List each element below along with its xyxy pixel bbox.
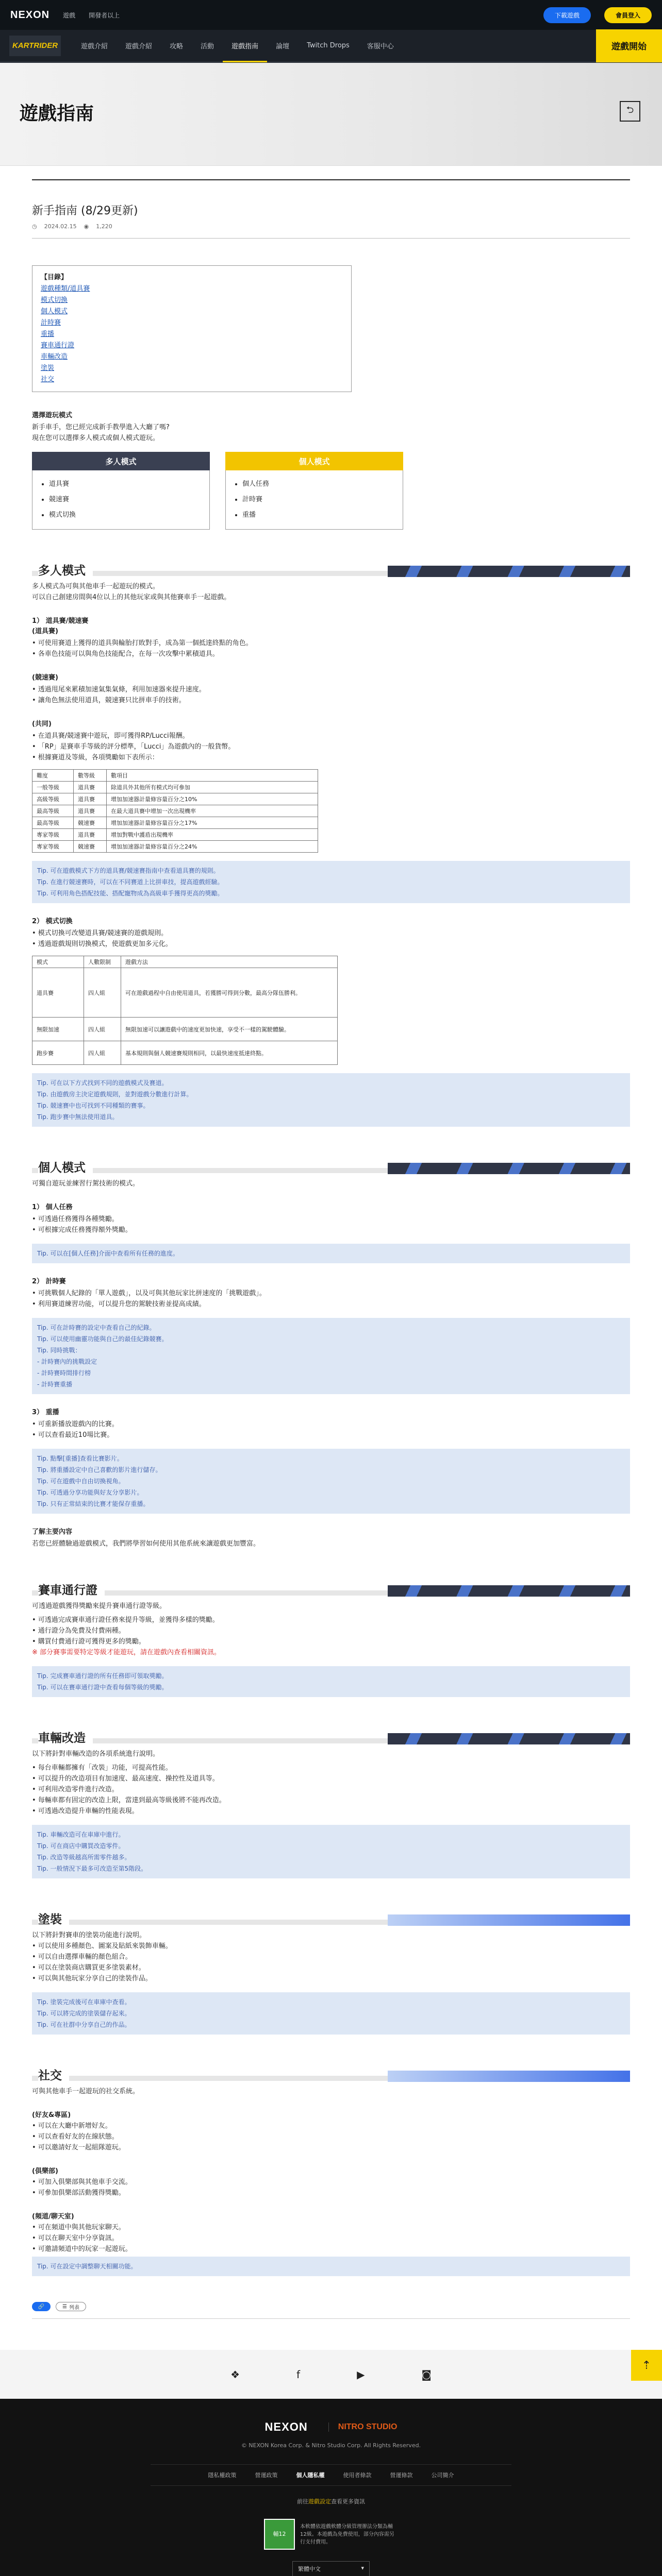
- language-select[interactable]: [292, 2561, 370, 2576]
- paragraph: 以下將針對車輛改造的各項系統進行說明。: [32, 1750, 160, 1758]
- paragraph: 可以自己創建房間與4位以上的其他玩家或與其他賽車手一起遊戲。: [32, 594, 231, 601]
- tip-line: - 計時賽內的挑戰設定: [37, 1358, 97, 1365]
- paragraph: 可與其他車手一起遊玩的社交系統。: [32, 2088, 140, 2095]
- discord-icon[interactable]: ◙: [421, 2368, 432, 2381]
- tip-line: Tip. 可在遊戲模式下方的道具賽/競速賽指南中查看道具賽的規則。: [37, 867, 220, 874]
- table-cell: 除道具外其他所有模式均可參加: [107, 782, 318, 793]
- subheading: (好友&專區): [32, 2111, 71, 2119]
- notice-link[interactable]: 遊戲設定: [308, 2498, 331, 2505]
- tip-line: Tip. 可在設定中調整聊天相關功能。: [37, 2263, 137, 2270]
- article: [0, 179, 662, 2319]
- table-cell: 基本規則與個人競速賽規則相同，以最快速度抵達終點。: [121, 1041, 338, 1065]
- paragraph: • 可透過改造提升車輛的性能表現。: [32, 1807, 139, 1815]
- subheading: (競速賽): [32, 674, 58, 682]
- mode-intro-title: 選擇遊玩模式: [32, 412, 73, 419]
- table-header: 模式: [32, 956, 84, 968]
- reward-table: [32, 769, 318, 853]
- clock-icon: ◷: [32, 223, 37, 230]
- footer-nexon-logo[interactable]: NEXON: [264, 2420, 308, 2433]
- nav-item-intro2[interactable]: 遊戲介紹: [125, 43, 153, 50]
- paragraph: • 可以在大廳中新增好友。: [32, 2122, 112, 2130]
- table-cell: 四人組: [84, 1018, 121, 1041]
- cafe-icon[interactable]: ❖: [230, 2368, 240, 2381]
- tip-box: [32, 1318, 630, 1394]
- tip-line: Tip. 一般情況下最多可改造至第5階段。: [37, 1865, 147, 1872]
- list-item: • 個人任務: [242, 477, 391, 492]
- paragraph: • 「RP」是賽車手等級的評分標準，「Lucci」為遊戲內的一般貨幣。: [32, 743, 235, 751]
- top-bar: [0, 0, 662, 30]
- paragraph: • 可加入俱樂部與其他車手交流。: [32, 2178, 132, 2186]
- table-cell: 在最大道具賽中增加一次出現機率: [107, 805, 318, 817]
- tip-box: [32, 1244, 630, 1263]
- table-row: [32, 841, 318, 853]
- list-item: • 重播: [242, 507, 391, 523]
- subheading: 2） 計時賽: [32, 1278, 66, 1285]
- footer-link[interactable]: 營運政策: [255, 2472, 278, 2479]
- back-icon[interactable]: ⮌: [620, 101, 640, 122]
- toc-link[interactable]: 模式切換: [41, 296, 68, 304]
- footer-link[interactable]: 公司簡介: [431, 2472, 454, 2479]
- game-start-button[interactable]: 遊戲開始: [596, 29, 662, 62]
- paragraph: • 可邀請頻道中的玩家一起遊玩。: [32, 2245, 132, 2253]
- table-header: 遊戲方法: [121, 956, 338, 968]
- tip-line: Tip. 點擊[重播]查看比賽影片。: [37, 1455, 123, 1462]
- table-cell: 道具賽: [74, 805, 107, 817]
- subheading: (共同): [32, 720, 52, 728]
- table-cell: 無限加速可以讓遊戲中的速度更加快速，享受不一樣的駕駛體驗。: [121, 1018, 338, 1041]
- footer-link[interactable]: 個人隱私權: [296, 2472, 325, 2479]
- subheading: 1） 個人任務: [32, 1204, 73, 1211]
- paragraph: • 可以與其他玩家分享自己的塗裝作品。: [32, 1975, 152, 1982]
- table-row: [32, 1041, 338, 1065]
- paragraph: 可獨自遊玩並練習行駕技術的模式。: [32, 1180, 140, 1188]
- download-button[interactable]: 下載遊戲: [543, 7, 591, 23]
- top-link-dev[interactable]: 開發者以上: [89, 11, 120, 19]
- subheading: 3） 重播: [32, 1409, 59, 1416]
- eye-icon: ◉: [84, 223, 89, 230]
- tip-box: [32, 2257, 630, 2276]
- table-of-contents: [32, 265, 352, 392]
- toc-link[interactable]: 社交: [41, 376, 55, 383]
- tip-line: Tip. 可以在賽車通行證中查看每個等級的獎勵。: [37, 1684, 168, 1691]
- table-row: [32, 805, 318, 817]
- mode-intro-line: 現在您可以選擇多人模式或個人模式遊玩。: [32, 434, 160, 442]
- multi-mode-header: 多人模式: [32, 452, 210, 470]
- paragraph: • 可以自由選擇車輛的顏色組合。: [32, 1953, 132, 1961]
- section-header: [32, 1157, 630, 1174]
- single-mode-box: [225, 452, 403, 530]
- scroll-top-button[interactable]: ⇡: [631, 2350, 662, 2381]
- tip-line: Tip. 同時挑戰：: [37, 1347, 81, 1354]
- table-cell: 高級等級: [32, 793, 74, 805]
- table-cell: 道具賽: [74, 793, 107, 805]
- paragraph: • 模式切換可改變道具賽/競速賽的遊戲規則。: [32, 929, 168, 937]
- section-title: 個人模式: [38, 1158, 93, 1175]
- paragraph: • 透過遊戲規則切換模式，使遊戲更加多元化。: [32, 940, 172, 948]
- warning-text: ※ 部分賽事需要特定等級才能遊玩，請在遊戲內查看相關資訊。: [32, 1649, 221, 1656]
- paragraph: • 利用賽道練習功能，可以提升您的駕駛技術並提高成績。: [32, 1300, 206, 1308]
- paragraph: • 通行證分為免費及付費兩種。: [32, 1627, 125, 1635]
- table-cell: 專家等級: [32, 841, 74, 853]
- tip-line: - 計時賽重播: [37, 1381, 73, 1388]
- youtube-icon[interactable]: ▶: [357, 2368, 365, 2381]
- tip-line: Tip. 可以在[個人任務]介面中查看所有任務的進度。: [37, 1250, 179, 1257]
- paragraph: • 可參加俱樂部活動獲得獎勵。: [32, 2189, 125, 2197]
- section-title: 社交: [38, 2066, 69, 2083]
- paragraph: • 可以在塗裝商店購買更多塗裝素材。: [32, 1964, 145, 1972]
- subheading: (俱樂部): [32, 2167, 58, 2175]
- table-cell: 道具賽: [74, 782, 107, 793]
- tip-line: Tip. 完成賽車通行證的所有任務即可領取獎勵。: [37, 1672, 168, 1680]
- toc-link[interactable]: 車輛改造: [41, 353, 68, 361]
- paragraph: • 可使用賽道上獲得的道具與輪胎打敗對手，成為第一個抵達終點的角色。: [32, 639, 253, 647]
- facebook-icon[interactable]: f: [296, 2368, 301, 2381]
- toc-link[interactable]: 個人模式: [41, 308, 68, 315]
- nav-item-game-guide[interactable]: 遊戲指南: [223, 29, 267, 62]
- tip-line: Tip. 可在社群中分享自己的作品。: [37, 2021, 131, 2028]
- paragraph: • 可透過完成賽車通行證任務來提升等級，並獲得多樣的獎勵。: [32, 1616, 219, 1624]
- table-header: 難度: [32, 770, 74, 782]
- tip-line: Tip. 塗裝完成後可在車庫中查看。: [37, 1998, 131, 2006]
- tip-line: Tip. 車輛改造可在車庫中進行。: [37, 1831, 125, 1838]
- table-cell: 無限加速: [32, 1018, 84, 1041]
- tip-line: Tip. 跑步賽中無法使用道具。: [37, 1113, 119, 1121]
- section-header: [32, 1579, 630, 1597]
- section-header: [32, 2064, 630, 2082]
- table-cell: 競速賽: [74, 841, 107, 853]
- section-title: 車輛改造: [38, 1728, 93, 1745]
- table-row: [32, 782, 318, 793]
- table-cell: 最高等級: [32, 805, 74, 817]
- section-title: 賽車通行證: [38, 1581, 105, 1598]
- table-cell: 道具賽: [32, 968, 84, 1018]
- table-cell: 道具賽: [74, 829, 107, 841]
- paragraph: • 可以提升的改造項目有加速度、最高速度、操控性及道具等。: [32, 1775, 219, 1783]
- list-label: 列表: [69, 2304, 79, 2311]
- tip-line: - 計時賽時間排行榜: [37, 1369, 91, 1377]
- paragraph: • 每輛車都有固定的改造上限，當達到最高等級後將不能再改造。: [32, 1797, 226, 1804]
- paragraph: • 每台車輛都擁有「改裝」功能，可提高性能。: [32, 1764, 172, 1772]
- link-icon: 🔗: [38, 2303, 45, 2310]
- paragraph: • 可根據完成任務獲得額外獎勵。: [32, 1226, 132, 1234]
- table-row: [32, 1018, 338, 1041]
- toc-link[interactable]: 塗裝: [41, 364, 55, 372]
- paragraph: 以下將針對賽車的塗裝功能進行說明。: [32, 1931, 146, 1939]
- paragraph: • 可以使用多種顏色、圖案及貼紙來裝飾車輛。: [32, 1942, 172, 1950]
- paragraph: • 各車色技能可以與角色技能配合，在每一次攻擊中累積道具。: [32, 650, 219, 658]
- paragraph: • 可在頻道中與其他玩家聊天。: [32, 2224, 125, 2231]
- top-link-game[interactable]: 遊戲: [63, 11, 76, 19]
- tip-line: Tip. 可以使用幽靈功能與自己的最佳紀錄競賽。: [37, 1335, 168, 1343]
- footer-links: [151, 2464, 511, 2486]
- table-cell: 一般等級: [32, 782, 74, 793]
- subheading: (道具賽): [32, 628, 58, 635]
- section-title: 塗裝: [38, 1910, 69, 1927]
- language-value: 繁體中文: [298, 2566, 321, 2572]
- footer-nitro-logo[interactable]: NITRO STUDIO: [328, 2422, 398, 2432]
- paragraph: • 可利用改造零件進行改造。: [32, 1786, 119, 1793]
- game-rating: [0, 2519, 662, 2550]
- list-item: • 競速賽: [49, 492, 198, 507]
- table-cell: 專家等級: [32, 829, 74, 841]
- table-cell: 增加加速器計量條容量百分之24%: [107, 841, 318, 853]
- share-button[interactable]: [32, 2302, 51, 2311]
- nexon-logo[interactable]: NEXON: [10, 9, 50, 21]
- paragraph: • 透過甩尾來累積加速氣集氣條，利用加速器來提升速度。: [32, 686, 206, 693]
- paragraph: 若您已經體驗過遊戲模式，我們將學習如何使用其他系統來讓遊戲更加豐富。: [32, 1540, 260, 1548]
- article-meta: [32, 223, 630, 230]
- subheading: 2） 模式切換: [32, 918, 73, 925]
- tip-line: Tip. 可在遊戲中自由切換視角。: [37, 1478, 125, 1485]
- subheading: (頻道/聊天室): [32, 2213, 74, 2221]
- tip-line: Tip. 可在以下方式找到不同的遊戲模式及賽道。: [37, 1079, 168, 1087]
- table-row: [32, 817, 318, 829]
- tip-line: Tip. 在進行競速賽時，可以在不同賽道上比拼車技，提高遊戲經驗。: [37, 878, 224, 886]
- divider: [32, 238, 630, 239]
- article-date: 2024.02.15: [44, 223, 77, 230]
- list-button[interactable]: [56, 2302, 86, 2311]
- tip-line: Tip. 可透過分享功能與好友分享影片。: [37, 1489, 143, 1496]
- table-row: [32, 793, 318, 805]
- notice-prefix: 前往: [297, 2498, 308, 2505]
- tip-box: [32, 1666, 630, 1697]
- notice-suffix: 查看更多資訊: [331, 2498, 365, 2505]
- table-cell: 增加加速器計量條容量百分之17%: [107, 817, 318, 829]
- kartrider-logo[interactable]: KARTRIDER: [9, 36, 61, 56]
- rating-text: 本軟體依遊戲軟體分級管理辦法分類為輔12級。本遊戲為免費使用，部分內容需另行支付費用。: [300, 2523, 394, 2545]
- paragraph: • 可以在聊天室中分享資訊。: [32, 2234, 119, 2242]
- table-cell: 增加加速器計量條容量百分之10%: [107, 793, 318, 805]
- footer-notice: [0, 2497, 662, 2505]
- section-header: [32, 1727, 630, 1744]
- paragraph: • 根據賽道及等級，各項獎勵如下表所示：: [32, 754, 159, 761]
- tip-line: Tip. 由遊戲房主決定遊戲規則，並對遊戲分數進行計算。: [37, 1091, 193, 1098]
- mode-compare: [32, 452, 630, 530]
- nav-item-intro[interactable]: 遊戲介紹: [81, 43, 108, 50]
- article-actions: [32, 2302, 630, 2311]
- main-nav: [0, 30, 662, 63]
- table-cell: 跑步賽: [32, 1041, 84, 1065]
- footer: [0, 2399, 662, 2576]
- mode-table: [32, 956, 338, 1065]
- footer-link[interactable]: 使用者條款: [343, 2472, 372, 2479]
- tip-box: [32, 1449, 630, 1514]
- table-header: 數項目: [107, 770, 318, 782]
- subheading: 了解主要內容: [32, 1528, 73, 1536]
- table-row: [32, 968, 338, 1018]
- mode-intro-line: 新手車手，您已經完成新手教學進入大廳了嗎?: [32, 423, 170, 431]
- paragraph: • 可重新播放遊戲內的比賽。: [32, 1420, 119, 1428]
- list-icon: ☰: [62, 2303, 67, 2310]
- toc-link[interactable]: 遊戲種類/道具賽: [41, 285, 90, 293]
- tip-line: Tip. 可在計時賽的設定中查看自己的紀錄。: [37, 1324, 156, 1331]
- section-header: [32, 560, 630, 577]
- table-header: 數等級: [74, 770, 107, 782]
- tip-line: Tip. 可以將完成的塗裝儲存起來。: [37, 2010, 131, 2017]
- social-bar: [0, 2350, 662, 2399]
- nav-item-support[interactable]: 客服中心: [367, 43, 394, 50]
- tip-line: Tip. 競速賽中也可找到不同種類的賽事。: [37, 1102, 150, 1109]
- tip-line: Tip. 可在商店中購買改造零件。: [37, 1842, 125, 1850]
- tip-line: Tip. 可利用角色搭配技能、搭配寵物成為高級車手獲得更高的獎勵。: [37, 890, 224, 897]
- toc-link[interactable]: 賽車通行證: [41, 342, 75, 349]
- rating-icon: 輔12: [264, 2519, 295, 2550]
- paragraph: • 可透過任務獲得各種獎勵。: [32, 1215, 119, 1223]
- table-cell: 增加對戰中護盾出現機率: [107, 829, 318, 841]
- paragraph: • 可以邀請好友一起組隊遊玩。: [32, 2144, 125, 2151]
- toc-title: 【目錄】: [41, 274, 68, 281]
- page-title: 遊戲指南: [20, 103, 94, 124]
- article-title: 新手指南 (8/29更新): [32, 205, 138, 217]
- nav-item-events[interactable]: 活動: [201, 43, 214, 50]
- paragraph: 多人模式為可與其他車手一起遊玩的模式。: [32, 583, 160, 590]
- list-item: • 模式切換: [49, 507, 198, 523]
- single-mode-header: 個人模式: [225, 452, 403, 470]
- paragraph: • 可挑戰個人紀錄的「單人遊戲」，以及可與其他玩家比拼速度的「挑戰遊戲」。: [32, 1290, 266, 1297]
- paragraph: • 購買付費通行證可獲得更多的獎勵。: [32, 1638, 145, 1646]
- nav-item-forum[interactable]: 論壇: [276, 43, 290, 50]
- page-hero: [0, 63, 662, 166]
- tip-line: Tip. 只有正常結束的比賽才能保存重播。: [37, 1500, 150, 1507]
- tip-box: [32, 1073, 630, 1127]
- list-item: • 道具賽: [49, 477, 198, 492]
- copyright: © NEXON Korea Corp. & Nitro Studio Corp. All Rights Reserved.: [241, 2442, 421, 2449]
- paragraph: • 可以查看最近10場比賽。: [32, 1431, 114, 1439]
- paragraph: 可透過遊戲獲得獎勵來提升賽車通行證等級。: [32, 1602, 167, 1610]
- table-header: 人數限制: [84, 956, 121, 968]
- chevron-down-icon: ▾: [361, 2565, 364, 2571]
- nav-item-twitch[interactable]: Twitch Drops: [307, 42, 350, 49]
- paragraph: • 在道具賽/競速賽中遊玩，即可獲得RP/Lucci報酬。: [32, 732, 189, 740]
- subheading: 1） 道具賽/競速賽: [32, 617, 89, 625]
- toc-link[interactable]: 計時賽: [41, 319, 61, 327]
- tip-line: Tip. 改造等級越高所需零件越多。: [37, 1854, 131, 1861]
- nav-item-guide[interactable]: 攻略: [170, 43, 184, 50]
- table-cell: 四人組: [84, 968, 121, 1018]
- table-cell: 最高等級: [32, 817, 74, 829]
- table-cell: 競速賽: [74, 817, 107, 829]
- toc-link[interactable]: 重播: [41, 330, 55, 338]
- table-cell: 四人組: [84, 1041, 121, 1065]
- tip-box: [32, 1825, 630, 1878]
- tip-box: [32, 861, 630, 903]
- paragraph: • 讓角色無法使用道具，競速賽只比拼車手的技術。: [32, 697, 186, 704]
- tip-line: Tip. 將重播設定中自己喜歡的影片進行儲存。: [37, 1466, 162, 1473]
- section-title: 多人模式: [38, 561, 93, 578]
- divider: [32, 2318, 630, 2319]
- footer-link[interactable]: 隱私權政策: [208, 2472, 237, 2479]
- article-views: 1,220: [96, 223, 112, 230]
- table-cell: 可在遊戲過程中自由使用道具，若獲勝可得到分數，最高分隊伍勝利。: [121, 968, 338, 1018]
- login-button[interactable]: 會員登入: [604, 7, 652, 23]
- table-row: [32, 829, 318, 841]
- multi-mode-box: [32, 452, 210, 530]
- tip-box: [32, 1992, 630, 2035]
- paragraph: • 可以查看好友的在線狀態。: [32, 2133, 119, 2141]
- section-header: [32, 1908, 630, 1926]
- list-item: • 計時賽: [242, 492, 391, 507]
- divider: [32, 179, 630, 180]
- footer-link[interactable]: 營運條款: [390, 2472, 413, 2479]
